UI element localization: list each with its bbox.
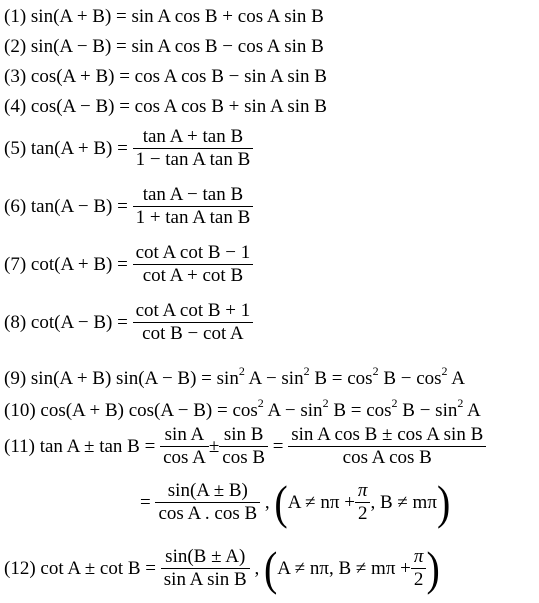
comma: , <box>264 491 270 513</box>
exponent: 2 <box>303 364 310 378</box>
fraction <box>133 242 254 287</box>
condition: , B ≠ mπ <box>370 491 437 513</box>
fraction-pi-over-2 <box>411 546 427 591</box>
equals: = <box>272 435 284 457</box>
denominator: cot B − cot A <box>133 322 254 345</box>
right-paren: ) <box>426 540 440 595</box>
formula-number: (12) <box>4 557 36 579</box>
fraction <box>161 546 250 591</box>
exponent: 2 <box>391 396 398 410</box>
formula-lhs: cot(A − B) = <box>30 311 128 333</box>
numerator: cot A cot B − 1 <box>135 242 251 263</box>
numerator: sin A <box>164 424 205 445</box>
formula-4 <box>4 96 327 118</box>
formula-number: (9) <box>4 368 27 389</box>
plus-minus: ± <box>208 435 220 457</box>
numerator: sin(B ± A) <box>165 546 246 567</box>
formula-text: cos(A − B) = cos A cos B + sin A sin B <box>30 96 327 117</box>
left-paren: ( <box>263 540 278 595</box>
formula-10 <box>4 392 481 422</box>
formula-11 <box>4 424 486 469</box>
numerator: tan A − tan B <box>142 184 244 205</box>
formula-8 <box>4 300 253 345</box>
denominator: 1 − tan A tan B <box>133 148 254 171</box>
denominator: 2 <box>411 568 427 591</box>
formula-part: A <box>463 400 481 421</box>
fraction-sin-cos-a <box>160 424 209 469</box>
formula-2 <box>4 36 324 58</box>
fraction-sin-cos-b <box>219 424 268 469</box>
numerator: tan A + tan B <box>142 126 244 147</box>
formula-11-continued <box>140 474 451 529</box>
formula-number: (1) <box>4 6 27 27</box>
formula-text: sin(A + B) = sin A cos B + cos A sin B <box>30 6 324 27</box>
comma: , <box>254 557 260 579</box>
formula-6 <box>4 184 253 229</box>
formula-number: (10) <box>4 400 36 421</box>
denominator: 2 <box>355 502 371 525</box>
formula-part: A − sin <box>263 400 323 421</box>
fraction <box>133 126 254 171</box>
denominator: cot A + cot B <box>133 264 254 287</box>
equals: = <box>140 491 151 513</box>
formula-part: B = cos <box>328 400 392 421</box>
formula-number: (7) <box>4 253 27 275</box>
numerator: sin B <box>223 424 264 445</box>
formula-text: sin(A − B) = sin A cos B − cos A sin B <box>30 36 324 57</box>
exponent: 2 <box>457 396 464 410</box>
formula-number: (8) <box>4 311 27 333</box>
numerator: π <box>357 480 368 501</box>
condition: A ≠ nπ, B ≠ mπ + <box>277 557 411 579</box>
formula-part: sin(A + B) sin(A − B) = sin <box>30 368 239 389</box>
exponent: 2 <box>257 396 264 410</box>
formula-number: (6) <box>4 195 27 217</box>
formula-lhs: cot(A + B) = <box>30 253 128 275</box>
formula-lhs: tan(A + B) = <box>30 137 128 159</box>
fraction-result <box>155 480 260 525</box>
fraction-combined <box>288 424 486 469</box>
formula-part: B − sin <box>397 400 458 421</box>
formula-number: (2) <box>4 36 27 57</box>
denominator: cos A cos B <box>288 446 486 469</box>
right-paren: ) <box>436 474 451 529</box>
fraction <box>133 300 254 345</box>
fraction-pi-over-2 <box>355 480 371 525</box>
formula-5 <box>4 126 253 171</box>
formula-part: A <box>447 368 465 389</box>
numerator: π <box>413 546 424 567</box>
formula-7 <box>4 242 253 287</box>
formula-part: cos(A + B) cos(A − B) = cos <box>40 400 258 421</box>
formula-part: B − cos <box>378 368 442 389</box>
exponent: 2 <box>441 364 448 378</box>
formula-number: (4) <box>4 96 27 117</box>
formula-text: cos(A + B) = cos A cos B − sin A sin B <box>30 66 327 87</box>
formula-9 <box>4 360 465 390</box>
formula-12 <box>4 540 440 595</box>
formula-part: A − sin <box>244 368 304 389</box>
formula-lhs: tan(A − B) = <box>30 195 128 217</box>
denominator: cos A . cos B <box>155 502 260 525</box>
left-paren: ( <box>274 474 288 529</box>
denominator: sin A sin B <box>161 568 250 591</box>
formula-3 <box>4 66 327 88</box>
denominator: cos B <box>219 446 268 469</box>
formula-part: B = cos <box>309 368 373 389</box>
formula-1 <box>4 6 324 28</box>
fraction <box>133 184 254 229</box>
exponent: 2 <box>238 364 245 378</box>
condition: A ≠ nπ + <box>287 491 355 513</box>
exponent: 2 <box>372 364 379 378</box>
exponent: 2 <box>322 396 329 410</box>
numerator: sin(A ± B) <box>167 480 248 501</box>
formula-number: (5) <box>4 137 27 159</box>
numerator: cot A cot B + 1 <box>135 300 251 321</box>
formula-number: (3) <box>4 66 27 87</box>
formula-number: (11) <box>4 435 35 457</box>
numerator: sin A cos B ± cos A sin B <box>291 424 484 445</box>
denominator: 1 + tan A tan B <box>133 206 254 229</box>
formula-lhs: tan A ± tan B = <box>39 435 156 457</box>
denominator: cos A <box>160 446 209 469</box>
formula-lhs: cot A ± cot B = <box>40 557 157 579</box>
